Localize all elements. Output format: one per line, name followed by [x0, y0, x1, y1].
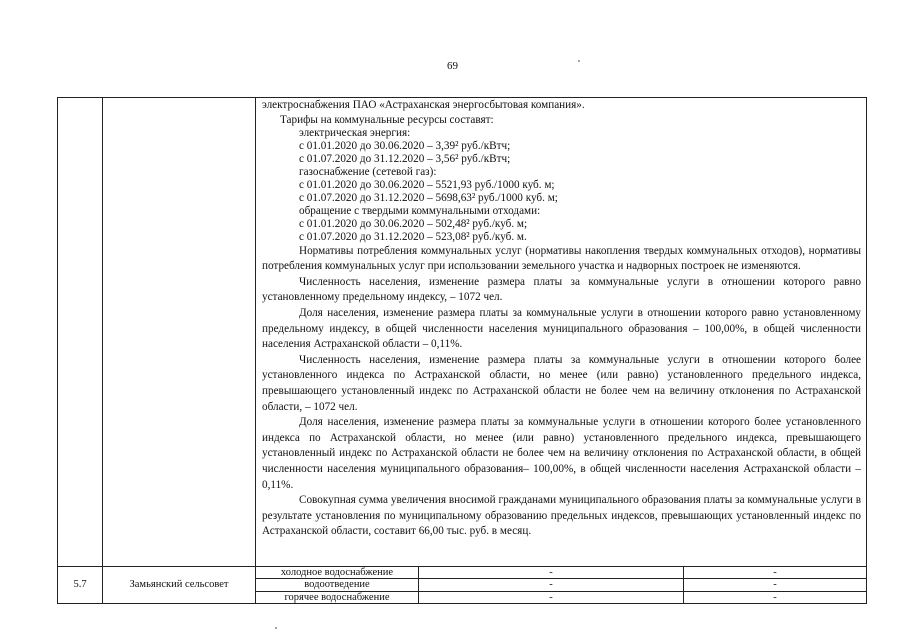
- continuation-text-cell: [256, 98, 867, 567]
- document-table: [57, 97, 867, 604]
- norms-paragraph: Нормативы потребления коммунальных услуг (нормативы накопления твердых коммунальных отходов), нормативы потребления коммунальных услуг при использовании земельного участка и надворных построек не изменяются.: [262, 244, 862, 273]
- lead-paragraph: электроснабжения ПАО «Астраханская энергосбытовая компания».: [262, 99, 585, 111]
- tariff-line: с 01.07.2020 до 31.12.2020 – 3,56² руб./кВтч;: [299, 152, 511, 165]
- service-name: горячее водоснабжение: [256, 591, 419, 604]
- tariff-line: с 01.07.2020 до 31.12.2020 – 5698,63² руб./1000 куб. м;: [299, 191, 558, 204]
- service-value-a: -: [419, 579, 684, 591]
- tariffs-title: Тарифы на коммунальные ресурсы составят:: [280, 113, 494, 126]
- service-value-b: -: [684, 566, 867, 578]
- total-sum-paragraph: Совокупная сумма увеличения вносимой гражданами муниципального образования платы за коммунальные услуги в результате установления по муниципальному образованию предельных индексов, превышающих установленный индекс по Астраханской области, составит 66,00 тыс. руб. в месяц.: [262, 494, 862, 538]
- population-equal-paragraph: Численность населения, изменение размера платы за коммунальные услуги в отношении которого равно установленному предельному индексу, – 1072 чел.: [262, 275, 862, 304]
- scan-speck: [578, 60, 580, 62]
- tariff-line: электрическая энергия:: [299, 126, 411, 139]
- municipality-name: Замьянский сельсовет: [103, 566, 256, 603]
- service-value-a: -: [419, 566, 684, 578]
- population-above-paragraph: Численность населения, изменение размера платы за коммунальные услуги в отношении которого более установленного индекса по Астраханской области, но менее (или равно) установленного предельного индекса, превышающего установленный индекс по Астраханской области не более чем на величину отклонения по Астраханской области, – 1072 чел.: [262, 353, 862, 413]
- service-name: водоотведение: [256, 579, 419, 591]
- share-equal-paragraph: Доля населения, изменение размера платы за коммунальные услуги в отношении которого равно установленному предельному индексу, в общей численности населения муниципального образования – 100,00%, в общей численности населения Астраханской области – 0,11%.: [262, 306, 862, 351]
- service-value-b: -: [684, 591, 867, 604]
- continuation-name-cell: [103, 98, 256, 567]
- page-number: 69: [447, 60, 458, 72]
- tariff-line: с 01.07.2020 до 31.12.2020 – 523,08² руб./куб. м.: [299, 230, 527, 243]
- tariff-line: с 01.01.2020 до 30.06.2020 – 3,39² руб./кВтч;: [299, 139, 511, 152]
- tariff-line: газоснабжение (сетевой газ):: [299, 165, 437, 178]
- scan-speck: [275, 627, 277, 629]
- service-value-a: -: [419, 591, 684, 604]
- share-above-paragraph: Доля населения, изменение размера платы за коммунальные услуги в отношении которого более установленного индекса по Астраханской области, но менее (или равно) установленного предельного индекса, превышающего установленный индекс по Астраханской области не более чем на величину отклонения по Астраханской области, в общей численности населения муниципального образования– 100,00%, в общей численности населения Астраханской области – 0,11%.: [262, 416, 862, 491]
- continuation-row: [58, 98, 867, 567]
- service-row: [58, 566, 867, 578]
- service-value-b: -: [684, 579, 867, 591]
- continuation-number-cell: [58, 98, 103, 567]
- service-name: холодное водоснабжение: [256, 566, 419, 578]
- tariff-line: обращение с твердыми коммунальными отходами:: [299, 204, 541, 217]
- tariff-line: с 01.01.2020 до 30.06.2020 – 502,48² руб./куб. м;: [299, 217, 528, 230]
- tariff-line: с 01.01.2020 до 30.06.2020 – 5521,93 руб./1000 куб. м;: [299, 178, 555, 191]
- row-number: 5.7: [58, 566, 103, 603]
